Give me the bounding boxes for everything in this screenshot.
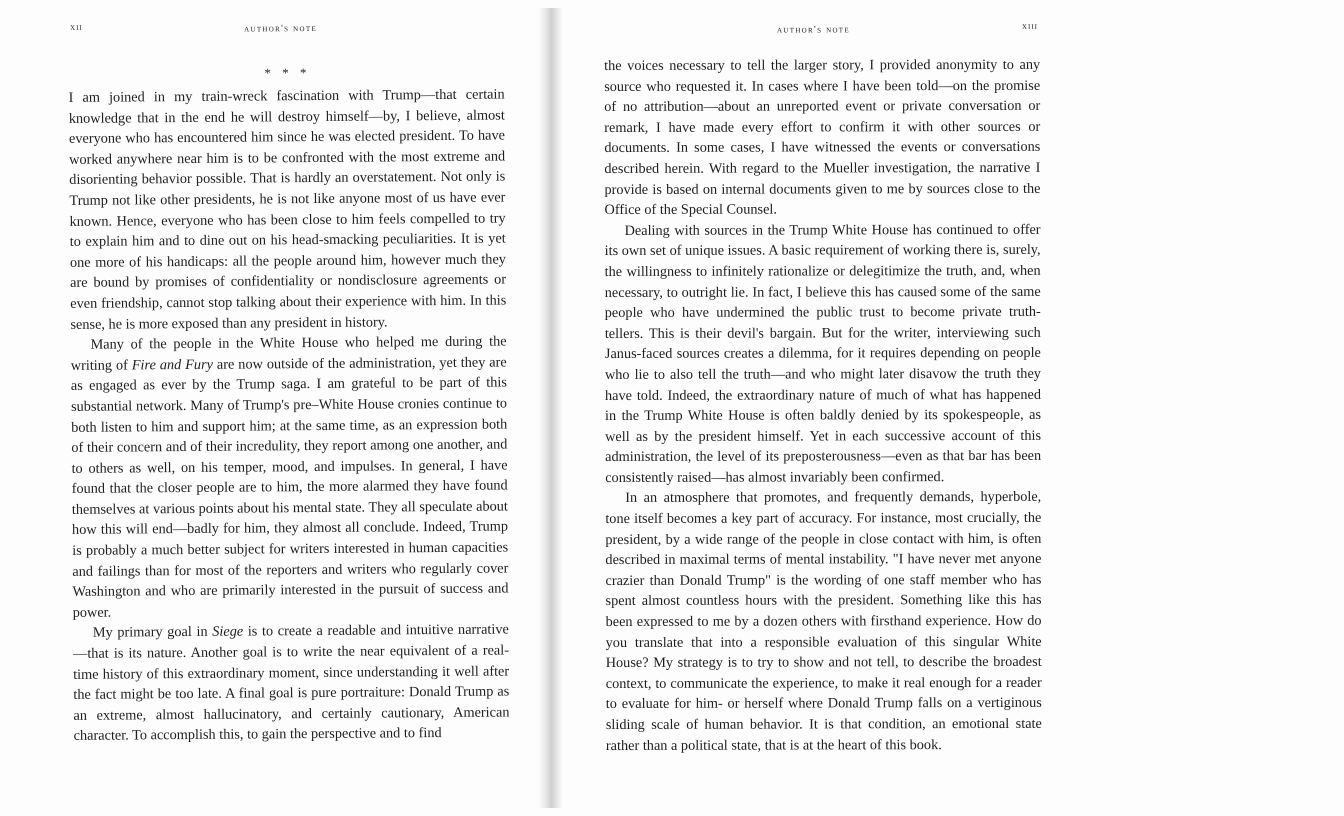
left-running-head: [58, 14, 504, 48]
right-running-title: author's note: [777, 24, 850, 36]
left-running-title: author's note: [244, 22, 318, 35]
left-paragraph-1-text: I am joined in my train-wreck fascination with Trump—that certain knowledge that in the end he will destroy himself—by, I believe, almost everyone who has encountered him since he was elected president. To have worked anywhere near him is to be confronted with the most extreme and disorienting behavior possible. That is hardly an overstatement. Not only is Trump not like other presidents, he is not like anyone most of us have ever known. Hence, everyone who has been close to him feels compelled to try to explain him and to dine out on his head-smacking peculiarities. It is yet one more of his handicaps: all the people around him, however much they are bound by promises of confidentiality or nondisclosure agreements or even friendship, cannot stop talking about their experience with him. In this sense, he is more exposed than any president in history.: [68, 86, 507, 333]
left-paragraph-3-text-a: My primary goal in: [92, 624, 213, 642]
left-body-text: [69, 84, 510, 746]
left-paragraph-1: [69, 84, 507, 335]
right-page: [604, 17, 1042, 756]
left-paragraph-3-text-b: is to create a readable and intuitive narrative—that is its nature. Another goal is to write the near equivalent of a real-time history of this extraordinary moment, since understanding it well after the fact might be too late. A final goal is pure portraiture: Donald Trump as an extreme, almost hallucinatory, and certainly cautionary, American character. To accomplish this, to gain the perspective and to find: [72, 621, 510, 745]
right-page-number: xiii: [1021, 20, 1039, 32]
book-gutter: [538, 8, 562, 808]
left-paragraph-3: [73, 620, 510, 747]
right-paragraph-1: the voices necessary to tell the larger story, I provided anonymity to any source who requested it. In cases where I have been told—on the promise of no attribution—about an unreported event or private conversation or remark, I have made every effort to confirm it with other sources or documents. In some cases, I have witnessed the events or conversations described herein. With regard to the Mueller investigation, the narrative I provide is based on internal documents given to me by sources close to the Office of the Special Counsel.: [604, 56, 1041, 219]
section-break: * * *: [264, 65, 311, 81]
left-page-number: xii: [70, 21, 83, 33]
left-paragraph-2: [70, 332, 508, 624]
left-page: [58, 14, 510, 746]
left-paragraph-2-text-a: Many of the people in the White House who helped me during the writing of: [70, 333, 507, 374]
right-paragraph-2: Dealing with sources in the Trump White House has continued to offer its own set of unique issues. A basic requirement of working there is, surely, the willingness to infinitely rationalize or delegitimize the truth, and, when necessary, to outright lie. In fact, I believe this has caused some of the same people who have undermined the public trust to become private truth-tellers. This is their devil's bargain. But for the writer, interviewing such Janus-faced sources creates a dilemma, for it requires depending on people who lie to also tell the truth—and who might later disavow the truth they have told. Indeed, the extraordinary nature of much of what has happened in the Trump White House is often baldly denied by its spokespeople, as well as by the president himself. Yet in each successive account of this administration, the level of its preposterousness—even as that bar has been consistently raised—has almost invariably been confirmed.: [604, 221, 1042, 486]
book-title-siege: Siege: [212, 624, 244, 641]
right-paragraph-3: In an atmosphere that promotes, and frequently demands, hyperbole, tone itself becomes a key part of accuracy. For instance, most crucially, the president, by a wide range of the people in close contact with him, is often described in maximal terms of mental instability. "I have never met anyone crazier than Donald Trump" is the wording of one staff member who has spent almost countless hours with the president. Something like this has been expressed to me by a dozen others with firsthand experience. How do you translate that into a responsible evaluation of this singular White House? My strategy is to try to show and not tell, to describe the broadest context, to communicate the experience, to make it real enough for a reader to evaluate for him- or herself where Donald Trump falls on a vertiginous sliding scale of human behavior. It is that condition, an emotional state rather than a political state, that is at the heart of this book.: [605, 489, 1042, 754]
left-paragraph-2-text-b: are now outside of the administration, yet they are as engaged as ever by the Trump saga. I am grateful to be part of this substantial network. Many of Trump's pre–White House cronies continue to both listen to him and support him; at the same time, as an expression both of their concern and of their incredulity, they report among one another, and to others as well, on his temper, mood, and impulses. In general, I have found that the closer people are to him, the more alarmed they have found themselves at various points about his mental state. They all speculate about how this will end—badly for him, they almost all conclude. Indeed, Trump is probably a much better subject for writers interested in human capacities and failings than for most of the reporters and writers who regularly cover Washington and who are primarily interested in the pursuit of success and power.: [70, 354, 509, 621]
book-title-fire-and-fury: Fire and Fury: [131, 356, 214, 374]
right-body-text: [604, 55, 1042, 756]
right-running-head: [604, 17, 1040, 48]
